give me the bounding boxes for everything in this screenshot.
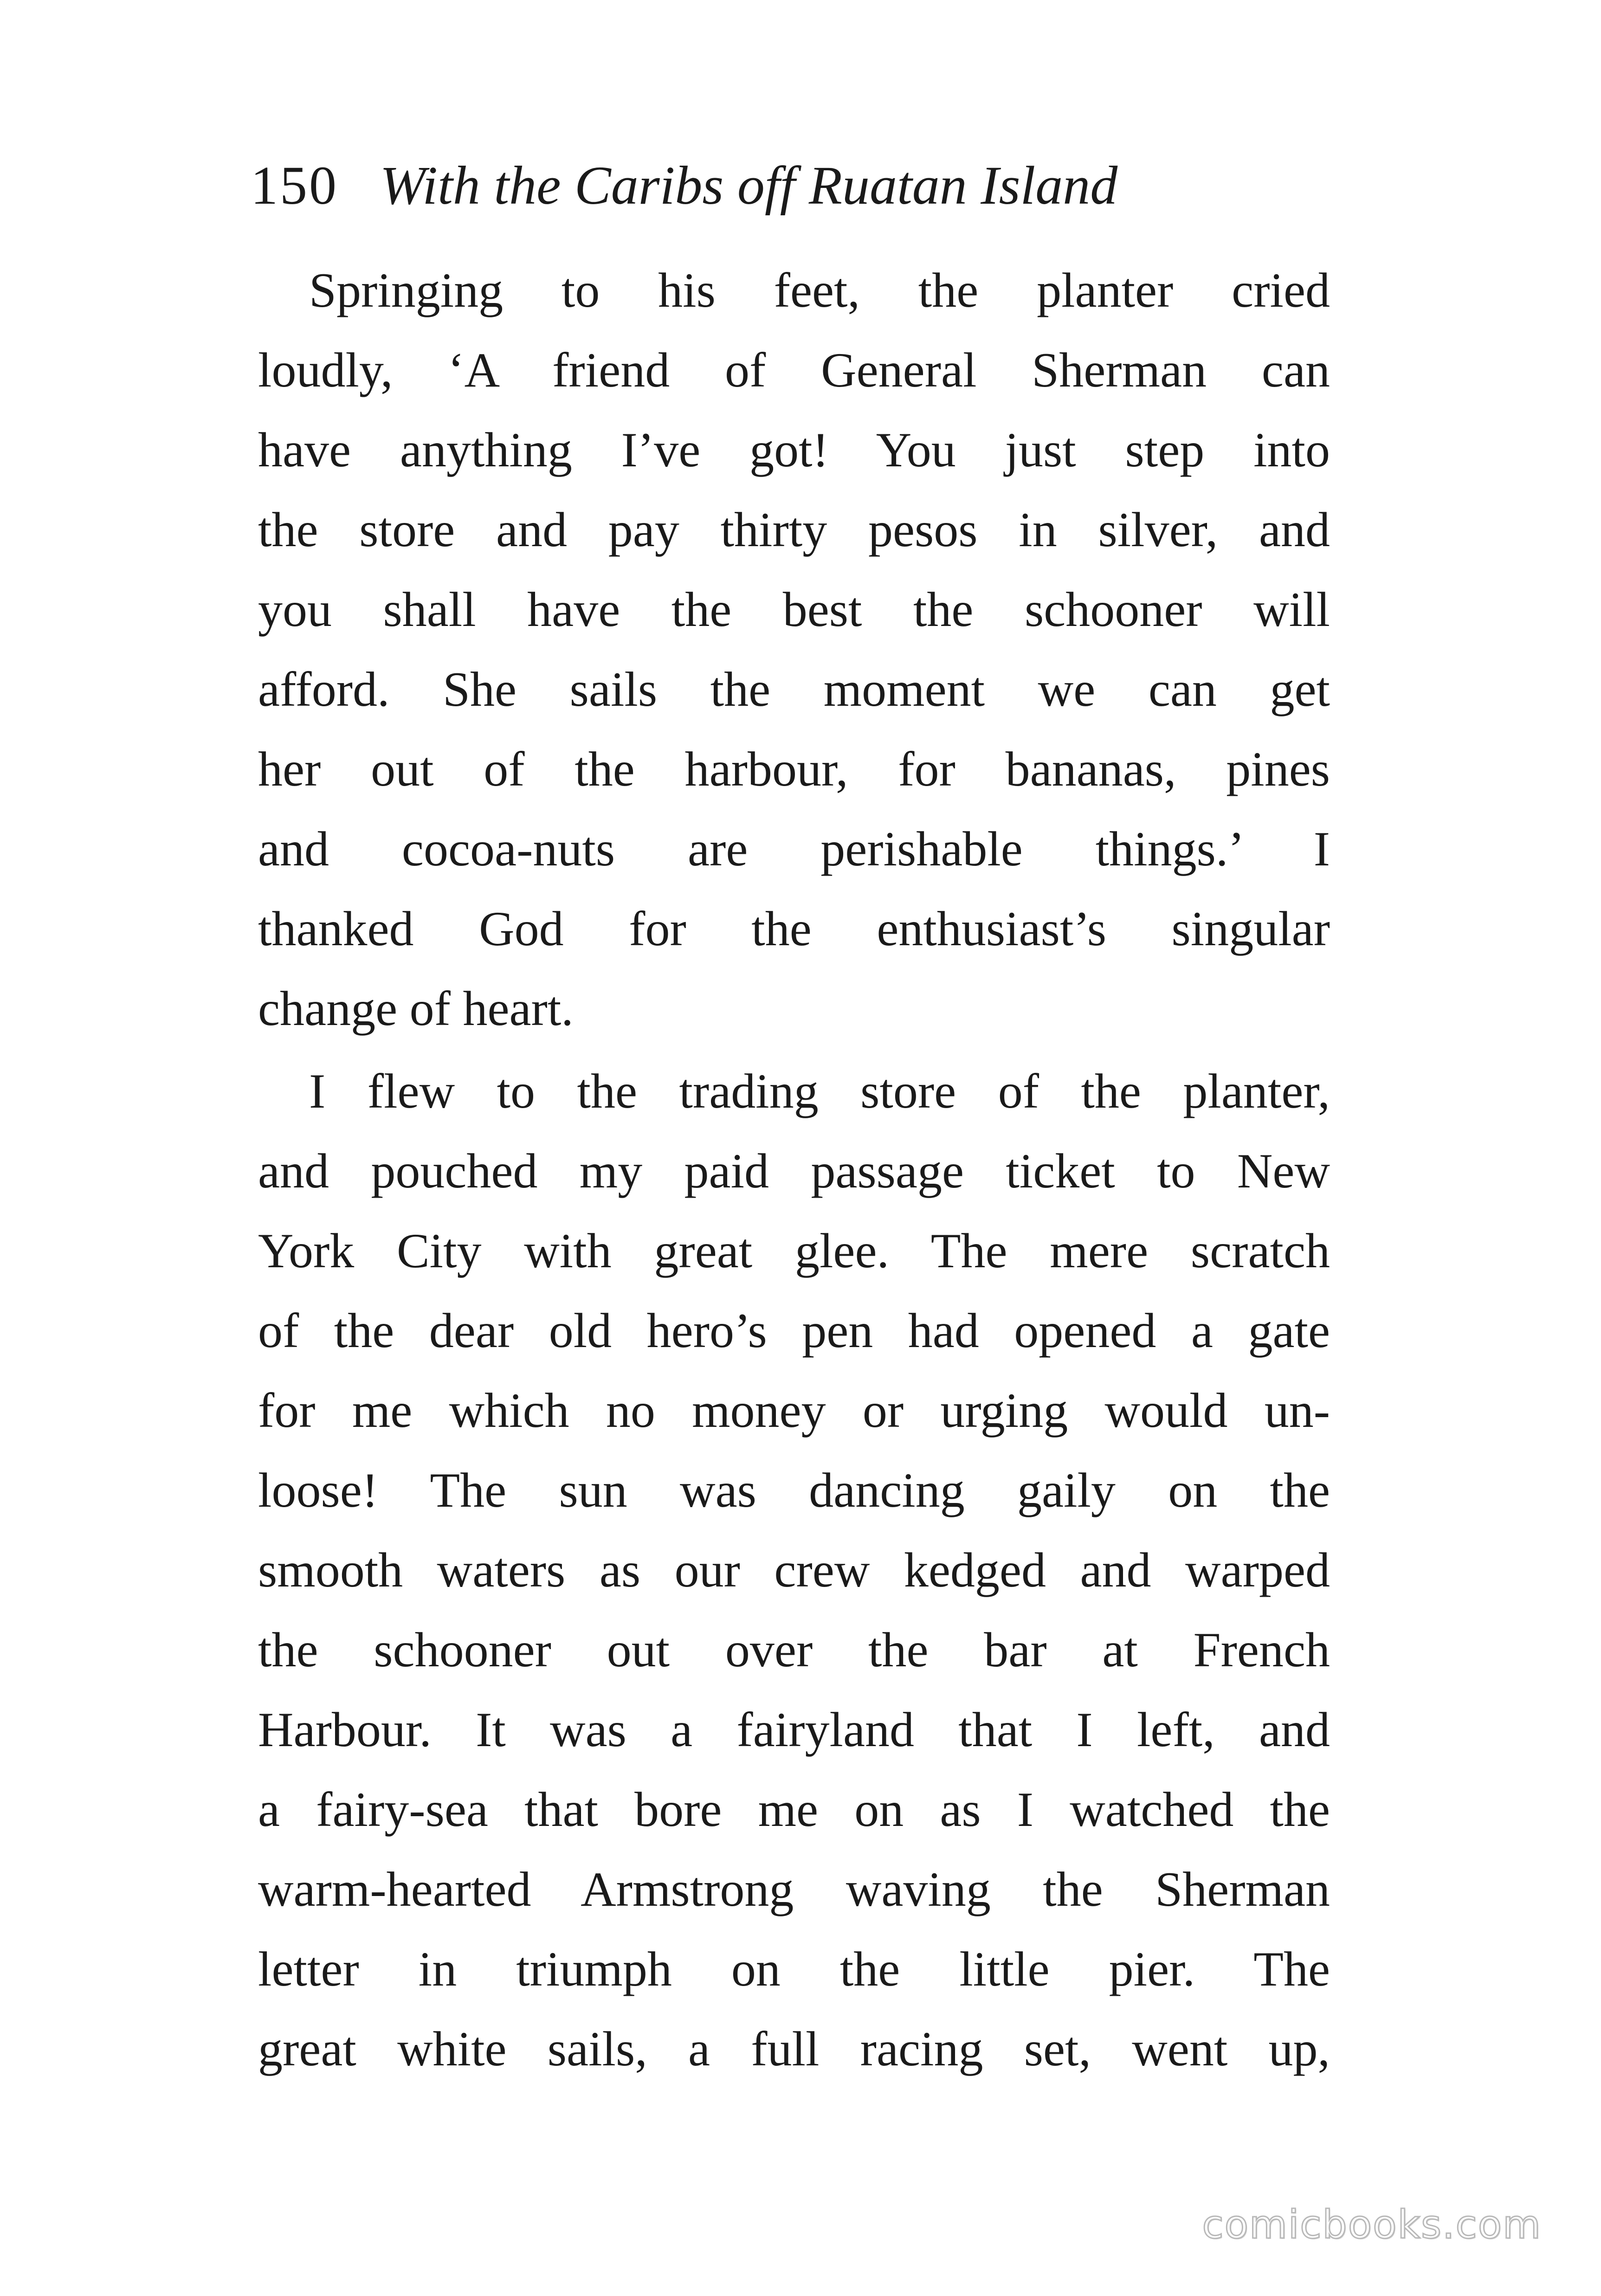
running-head-title: With the Caribs off Ruatan Island	[380, 155, 1118, 216]
text-line: thanked God for the enthusiast’s singular	[258, 902, 1330, 956]
text-line: you shall have the best the schooner will	[258, 582, 1330, 637]
text-line: Springing to his feet, the planter cried	[309, 263, 1330, 317]
text-line: afford. She sails the moment we can get	[258, 662, 1330, 716]
text-line: loudly, ‘A friend of General Sherman can	[258, 343, 1330, 397]
text-line: change of heart.	[258, 981, 574, 1036]
text-line: Harbour. It was a fairyland that I left, and	[258, 1703, 1330, 1757]
text-line: the schooner out over the bar at French	[258, 1623, 1330, 1677]
text-line: and cocoa-nuts are perishable things.’ I	[258, 822, 1330, 876]
running-head	[251, 153, 1117, 218]
text-line: and pouched my paid passage ticket to New	[258, 1144, 1330, 1198]
body-text	[258, 251, 1330, 2089]
page-number: 150	[251, 155, 338, 216]
text-line: York City with great glee. The mere scratch	[258, 1224, 1330, 1278]
text-line: of the dear old hero’s pen had opened a gate	[258, 1303, 1330, 1358]
text-line: warm-hearted Armstrong waving the Sherman	[258, 1862, 1330, 1916]
watermark: comicbooks.com	[1202, 2202, 1542, 2247]
paragraph-1	[258, 251, 1330, 1049]
text-line: I flew to the trading store of the planter,	[309, 1064, 1330, 1118]
text-line: the store and pay thirty pesos in silver, and	[258, 503, 1330, 557]
text-line: a fairy-sea that bore me on as I watched the	[258, 1782, 1330, 1837]
text-line: letter in triumph on the little pier. The	[258, 1942, 1330, 1996]
text-line: great white sails, a full racing set, went up,	[258, 2022, 1330, 2076]
text-line: her out of the harbour, for bananas, pines	[258, 742, 1330, 796]
text-line: smooth waters as our crew kedged and warped	[258, 1543, 1330, 1597]
text-line: for me which no money or urging would un-	[258, 1383, 1330, 1438]
paragraph-2	[258, 1051, 1330, 2089]
text-line: loose! The sun was dancing gaily on the	[258, 1463, 1330, 1517]
text-line: have anything I’ve got! You just step into	[258, 423, 1330, 477]
